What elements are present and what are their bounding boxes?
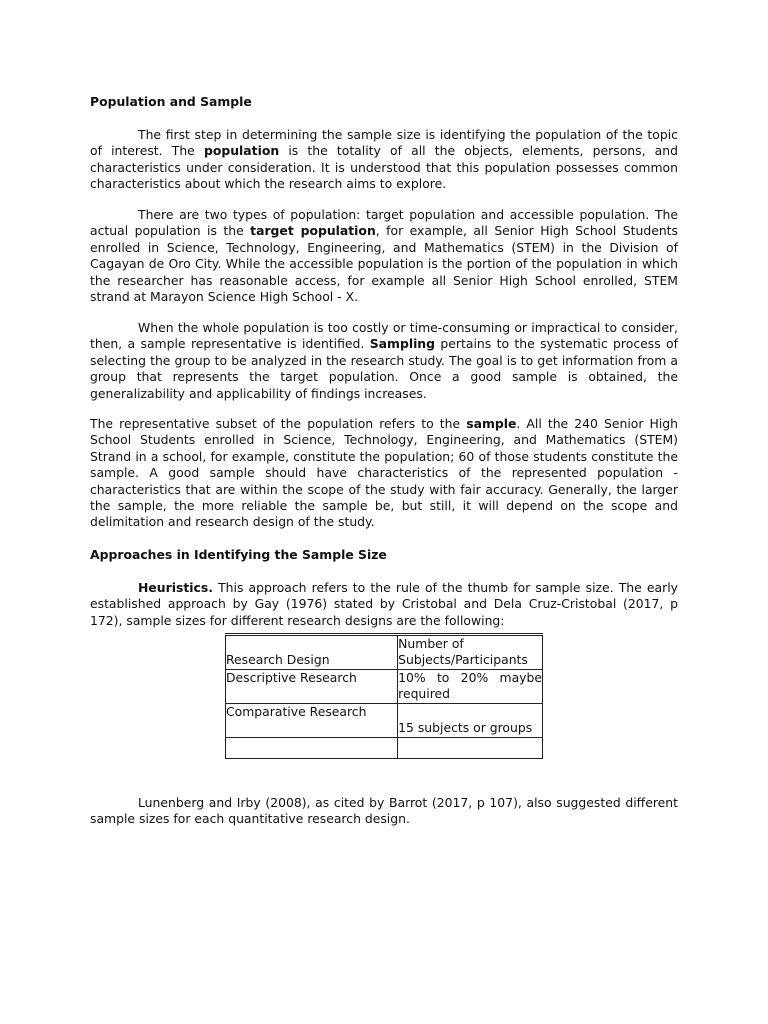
paragraph-text: . All the 240 Senior High School Students enrolled in Science, Technology, Engineering, and Mathematics (STEM) Strand in a school, for example, constitute the population; 60 of those students constitute the sample. A good sample should have characteristics of the represented population - characteristics that are within the scope of the study with fair accuracy. Generally, the larger the sample, the more reliable the sample be, but still, it will depend on the scope and delimitation and research design of the study. (90, 416, 678, 530)
paragraph-population-types (90, 207, 678, 305)
table-cell-empty (398, 737, 543, 758)
paragraph-sample-definition (90, 416, 678, 531)
bold-term-sample: sample (466, 416, 517, 431)
paragraph-sampling (90, 320, 678, 402)
table-cell-design: Descriptive Research (226, 669, 398, 703)
paragraph-text: pertains to the systematic process of selecting the group to be analyzed in the research study. The goal is to get information from a group that represents the target population. Once a good sample is obtained, the generalizability and applicability of findings increases. (90, 336, 678, 401)
bold-term-target-population: target population (250, 223, 376, 239)
bold-term-heuristics: Heuristics. (138, 580, 213, 595)
table-row (226, 703, 543, 737)
paragraph-text: is the totality of all the objects, elements, persons, and characteristics under consideration. It is understood that this population possesses common characteristics about which the research aims to explore. (90, 143, 678, 192)
paragraph-text: The first step in determining the sample size is identifying the population of the topic of interest. The (90, 127, 678, 159)
section-heading-population-and-sample: Population and Sample (90, 94, 252, 109)
sample-size-table (225, 633, 543, 759)
table-cell-subjects: 15 subjects or groups (398, 703, 543, 737)
table-header-research-design: Research Design (226, 635, 398, 670)
paragraph-text: When the whole population is too costly or time-consuming or impractical to consider, then, a sample representative is identified. (90, 320, 678, 352)
paragraph-heuristics (90, 580, 678, 629)
bold-term-population: population (203, 143, 280, 159)
paragraph-population-definition (90, 127, 678, 193)
table-row-empty (226, 737, 543, 758)
table-cell-subjects: 10% to 20% maybe required (398, 669, 542, 702)
paragraph-text: , for example, all Senior High School Students enrolled in Science, Technology, Engineering, and Mathematics (STEM) in the Division of Cagayan de Oro City. While the accessible population is the portion of the population in which the researcher has reasonable access, for example all Senior High School enrolled, STEM strand at Marayon Science High School - X. (90, 223, 678, 305)
table-header-number-of-subjects: Number of Subjects/Participants (398, 635, 543, 670)
table-row (226, 669, 543, 703)
table-cell-design: Comparative Research (226, 703, 398, 737)
table-header-row (226, 635, 543, 670)
paragraph-text: There are two types of population: target population and accessible population. The actual population is the (90, 207, 678, 239)
paragraph-text: This approach refers to the rule of the thumb for sample size. The early established approach by Gay (1976) stated by Cristobal and Dela Cruz-Cristobal (2017, p 172), sample sizes for different research designs are the following: (90, 580, 678, 628)
bold-term-sampling: Sampling (369, 336, 436, 352)
paragraph-lunenberg-irby: Lunenberg and Irby (2008), as cited by Barrot (2017, p 107), also suggested different sample sizes for each quantitative research design. (90, 795, 678, 827)
table-cell-empty (226, 737, 398, 758)
paragraph-text: The representative subset of the population refers to the (90, 416, 467, 431)
section-heading-approaches: Approaches in Identifying the Sample Size (90, 547, 387, 562)
